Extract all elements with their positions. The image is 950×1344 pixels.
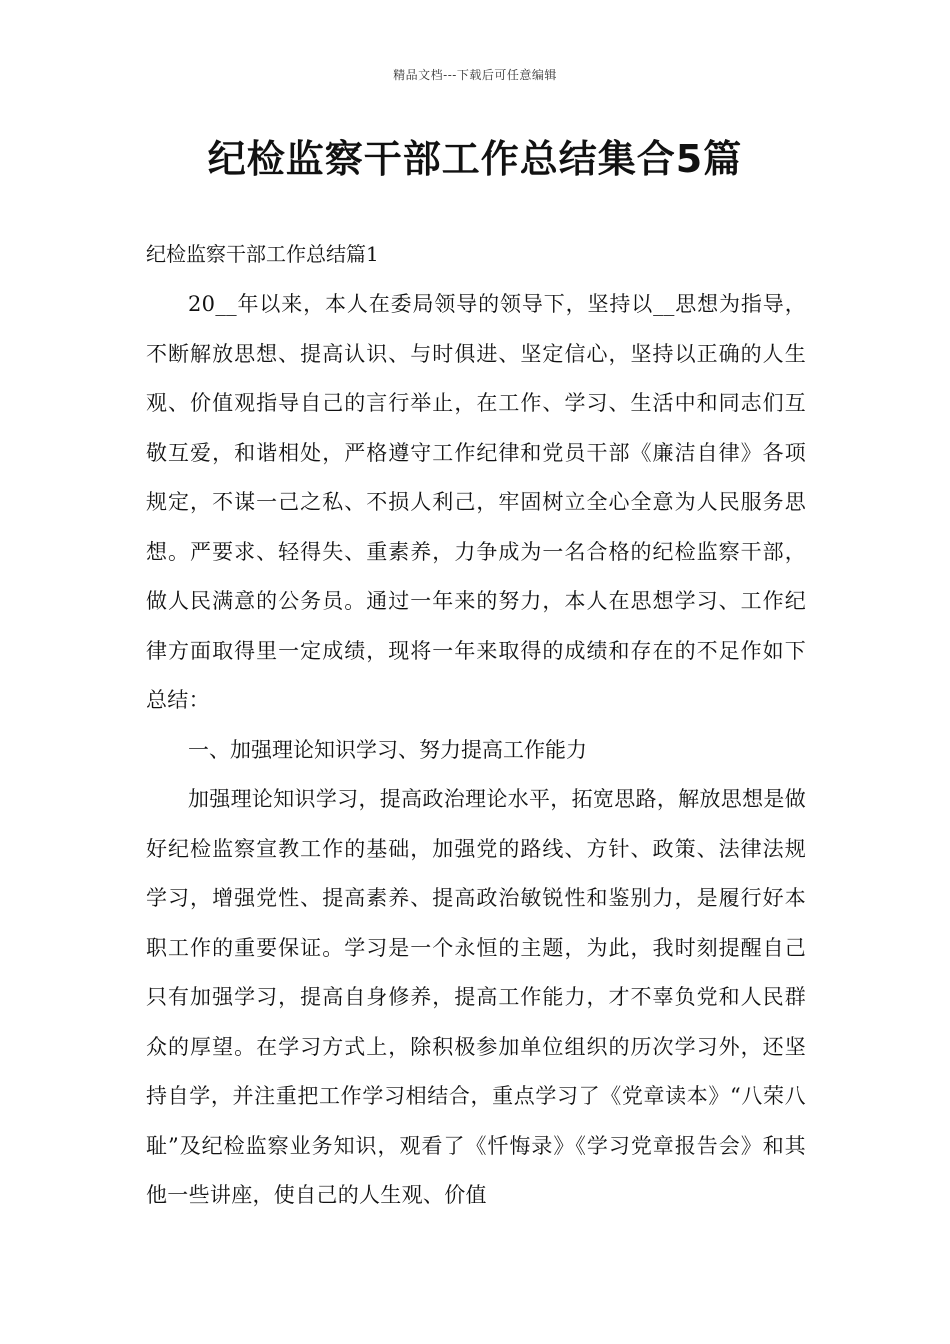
document-title: 纪检监察干部工作总结集合5篇: [207, 137, 743, 181]
subheading: 一、加强理论知识学习、努力提高工作能力: [188, 737, 587, 762]
header-note: 精品文档---下载后可任意编辑: [393, 68, 557, 82]
paragraph-intro: 20__年以来，本人在委局领导的领导下，坚持以__思想为指导，不断解放思想、提高认识、与时俱进、坚定信心，坚持以正确的人生观、价值观指导自己的言行举止，在工作、学习、生活中和同志们互敬互爱，和谐相处，严格遵守工作纪律和党员干部《廉洁自律》各项规定，不谋一己之私、不损人利己，牢固树立全心全意为人民服务思想。严要求、轻得失、重素养，力争成为一名合格的纪检监察干部，做人民满意的公务员。通过一年来的努力，本人在思想学习、工作纪律方面取得里一定成绩，现将一年来取得的成绩和存在的不足作如下总结：: [146, 292, 806, 712]
document-body: [146, 280, 806, 1221]
section-title: 纪检监察干部工作总结篇1: [146, 242, 379, 266]
paragraph-study: 加强理论知识学习，提高政治理论水平，拓宽思路，解放思想是做好纪检监察宣教工作的基础，加强党的路线、方针、政策、法律法规学习，增强党性、提高素养、提高政治敏锐性和鉴别力，是履行好本职工作的重要保证。学习是一个永恒的主题，为此，我时刻提醒自己只有加强学习，提高自身修养，提高工作能力，才不辜负党和人民群众的厚望。在学习方式上，除积极参加单位组织的历次学习外，还坚持自学，并注重把工作学习相结合，重点学习了《党章读本》“八荣八耻”及纪检监察业务知识，观看了《忏悔录》《学习党章报告会》和其他一些讲座，使自己的人生观、价值: [146, 787, 806, 1207]
